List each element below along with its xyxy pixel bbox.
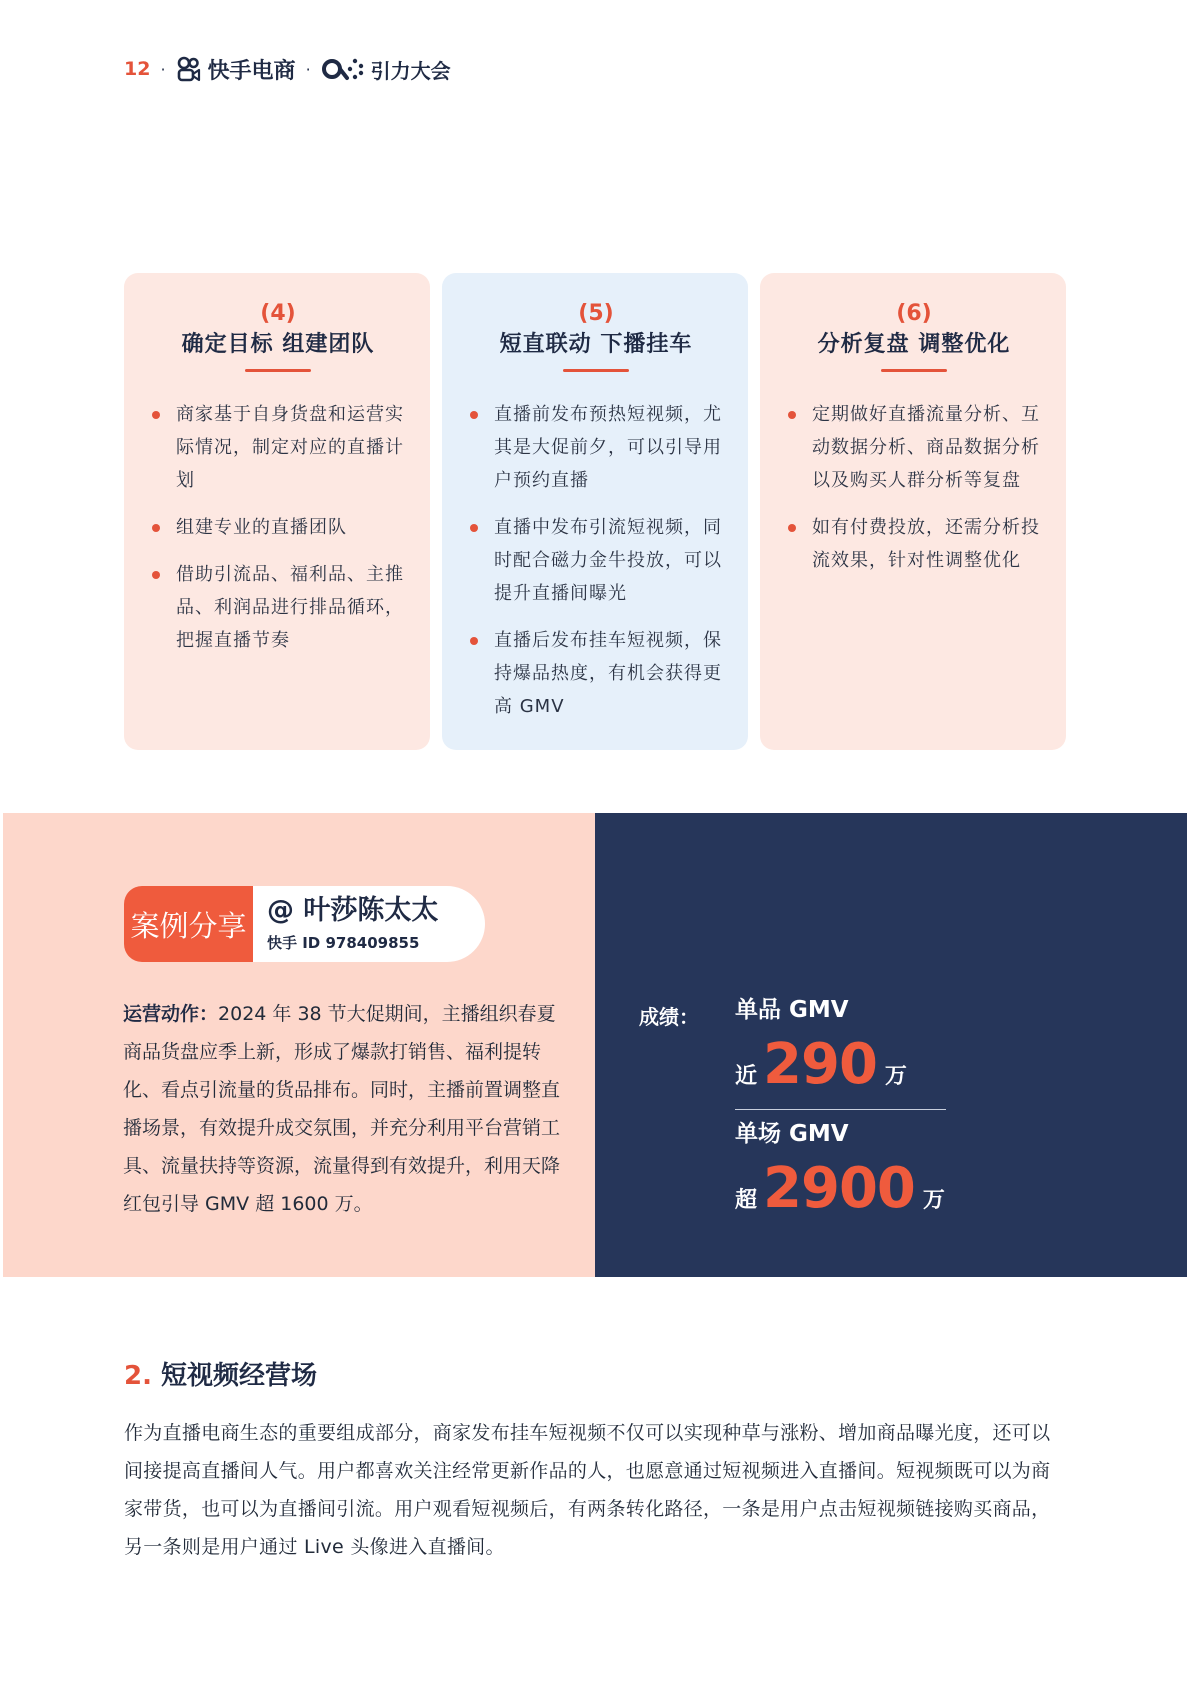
metric-value [735,1033,907,1097]
case-study [3,813,1187,1277]
brand-name: 快手电商 [207,58,296,84]
section-number: 2. [124,1361,152,1391]
event [321,55,451,84]
card-bullets [466,398,726,723]
case-description-panel [3,813,595,1277]
card-number: (6) [896,301,932,326]
case-tag-label: 案例分享 [124,886,253,962]
page-number: 12 [124,58,151,80]
card-bullets [148,398,408,657]
card-number: (5) [578,301,614,326]
result-label: 成绩： [639,1005,699,1029]
step-card-6 [760,273,1066,750]
event-logo-icon [321,56,365,82]
case-label: 运营动作： [123,1003,219,1025]
card-underline [245,369,311,372]
case-account-name: @ 叶莎陈太太 [267,895,439,926]
metric-single-item [735,995,907,1097]
metric-unit: 万 [884,1064,907,1089]
case-body: 2024 年 38 节大促期间，主播组织春夏商品货盘应季上新，形成了爆款打销售、福利提转化、看点引流量的货品排布。同时，主播前置调整直播场景，有效提升成交氛围，并充分利用平台营销工具、流量扶持等资源，流量得到有效提升，利用天降红包引导 GMV 超 1600 万。 [123,1003,561,1215]
case-results-panel [595,813,1187,1277]
bullet-item: 借助引流品、福利品、主推品、利润品进行排品循环，把握直播节奏 [148,558,408,657]
section-body: 作为直播电商生态的重要组成部分，商家发布挂车短视频不仅可以实现种草与涨粉、增加商品曝光度，还可以间接提高直播间人气。用户都喜欢关注经常更新作品的人，也愿意通过短视频进入直播间。短视频既可以为商家带货，也可以为直播间引流。用户观看短视频后，有两条转化路径，一条是用户点击短视频链接购买商品，另一条则是用户通过 Live 头像进入直播间。 [124,1422,1051,1558]
metric-number: 290 [763,1032,877,1097]
card-underline [881,369,947,372]
card-title: 分析复盘 调整优化 [817,332,1011,357]
bullet-item: 商家基于自身货盘和运营实际情况，制定对应的直播计划 [148,398,408,497]
bullet-item: 直播后发布挂车短视频，保持爆品热度，有机会获得更高 GMV [466,624,726,723]
step-cards [124,273,1066,750]
metric-title: 单场 GMV [735,1121,849,1147]
card-number: (4) [260,301,296,326]
section-title [124,1355,317,1392]
case-text [123,995,563,1223]
metric-prefix: 超 [735,1188,758,1213]
card-title: 短直联动 下播挂车 [499,332,693,357]
step-card-4 [124,273,430,750]
step-card-5 [442,273,748,750]
event-name: 引力大会 [370,58,451,83]
page-header [124,52,451,86]
bullet-item: 组建专业的直播团队 [148,511,408,544]
metric-title: 单品 GMV [735,997,849,1023]
brand [176,54,296,85]
metric-single-session [735,1119,945,1221]
card-underline [563,369,629,372]
metric-prefix: 近 [735,1064,758,1089]
section-title-text: 短视频经营场 [161,1361,318,1391]
bullet-item: 如有付费投放，还需分析投流效果，针对性调整优化 [784,511,1044,577]
metric-divider [735,1109,946,1110]
header-separator: · [160,59,166,79]
metric-unit: 万 [922,1188,945,1213]
case-account-id: 快手 ID 978409855 [267,934,420,952]
bullet-item: 直播中发布引流短视频，同时配合磁力金牛投放，可以提升直播间曝光 [466,511,726,610]
card-title: 确定目标 组建团队 [181,332,375,357]
card-bullets [784,398,1044,577]
kuaishou-logo-icon [176,56,202,82]
metric-value [735,1157,945,1221]
metric-number: 2900 [763,1156,915,1221]
header-separator: · [305,59,311,79]
bullet-item: 直播前发布预热短视频，尤其是大促前夕，可以引导用户预约直播 [466,398,726,497]
bullet-item: 定期做好直播流量分析、互动数据分析、商品数据分析以及购买人群分析等复盘 [784,398,1044,497]
case-account [253,886,485,962]
case-tag [124,886,485,962]
